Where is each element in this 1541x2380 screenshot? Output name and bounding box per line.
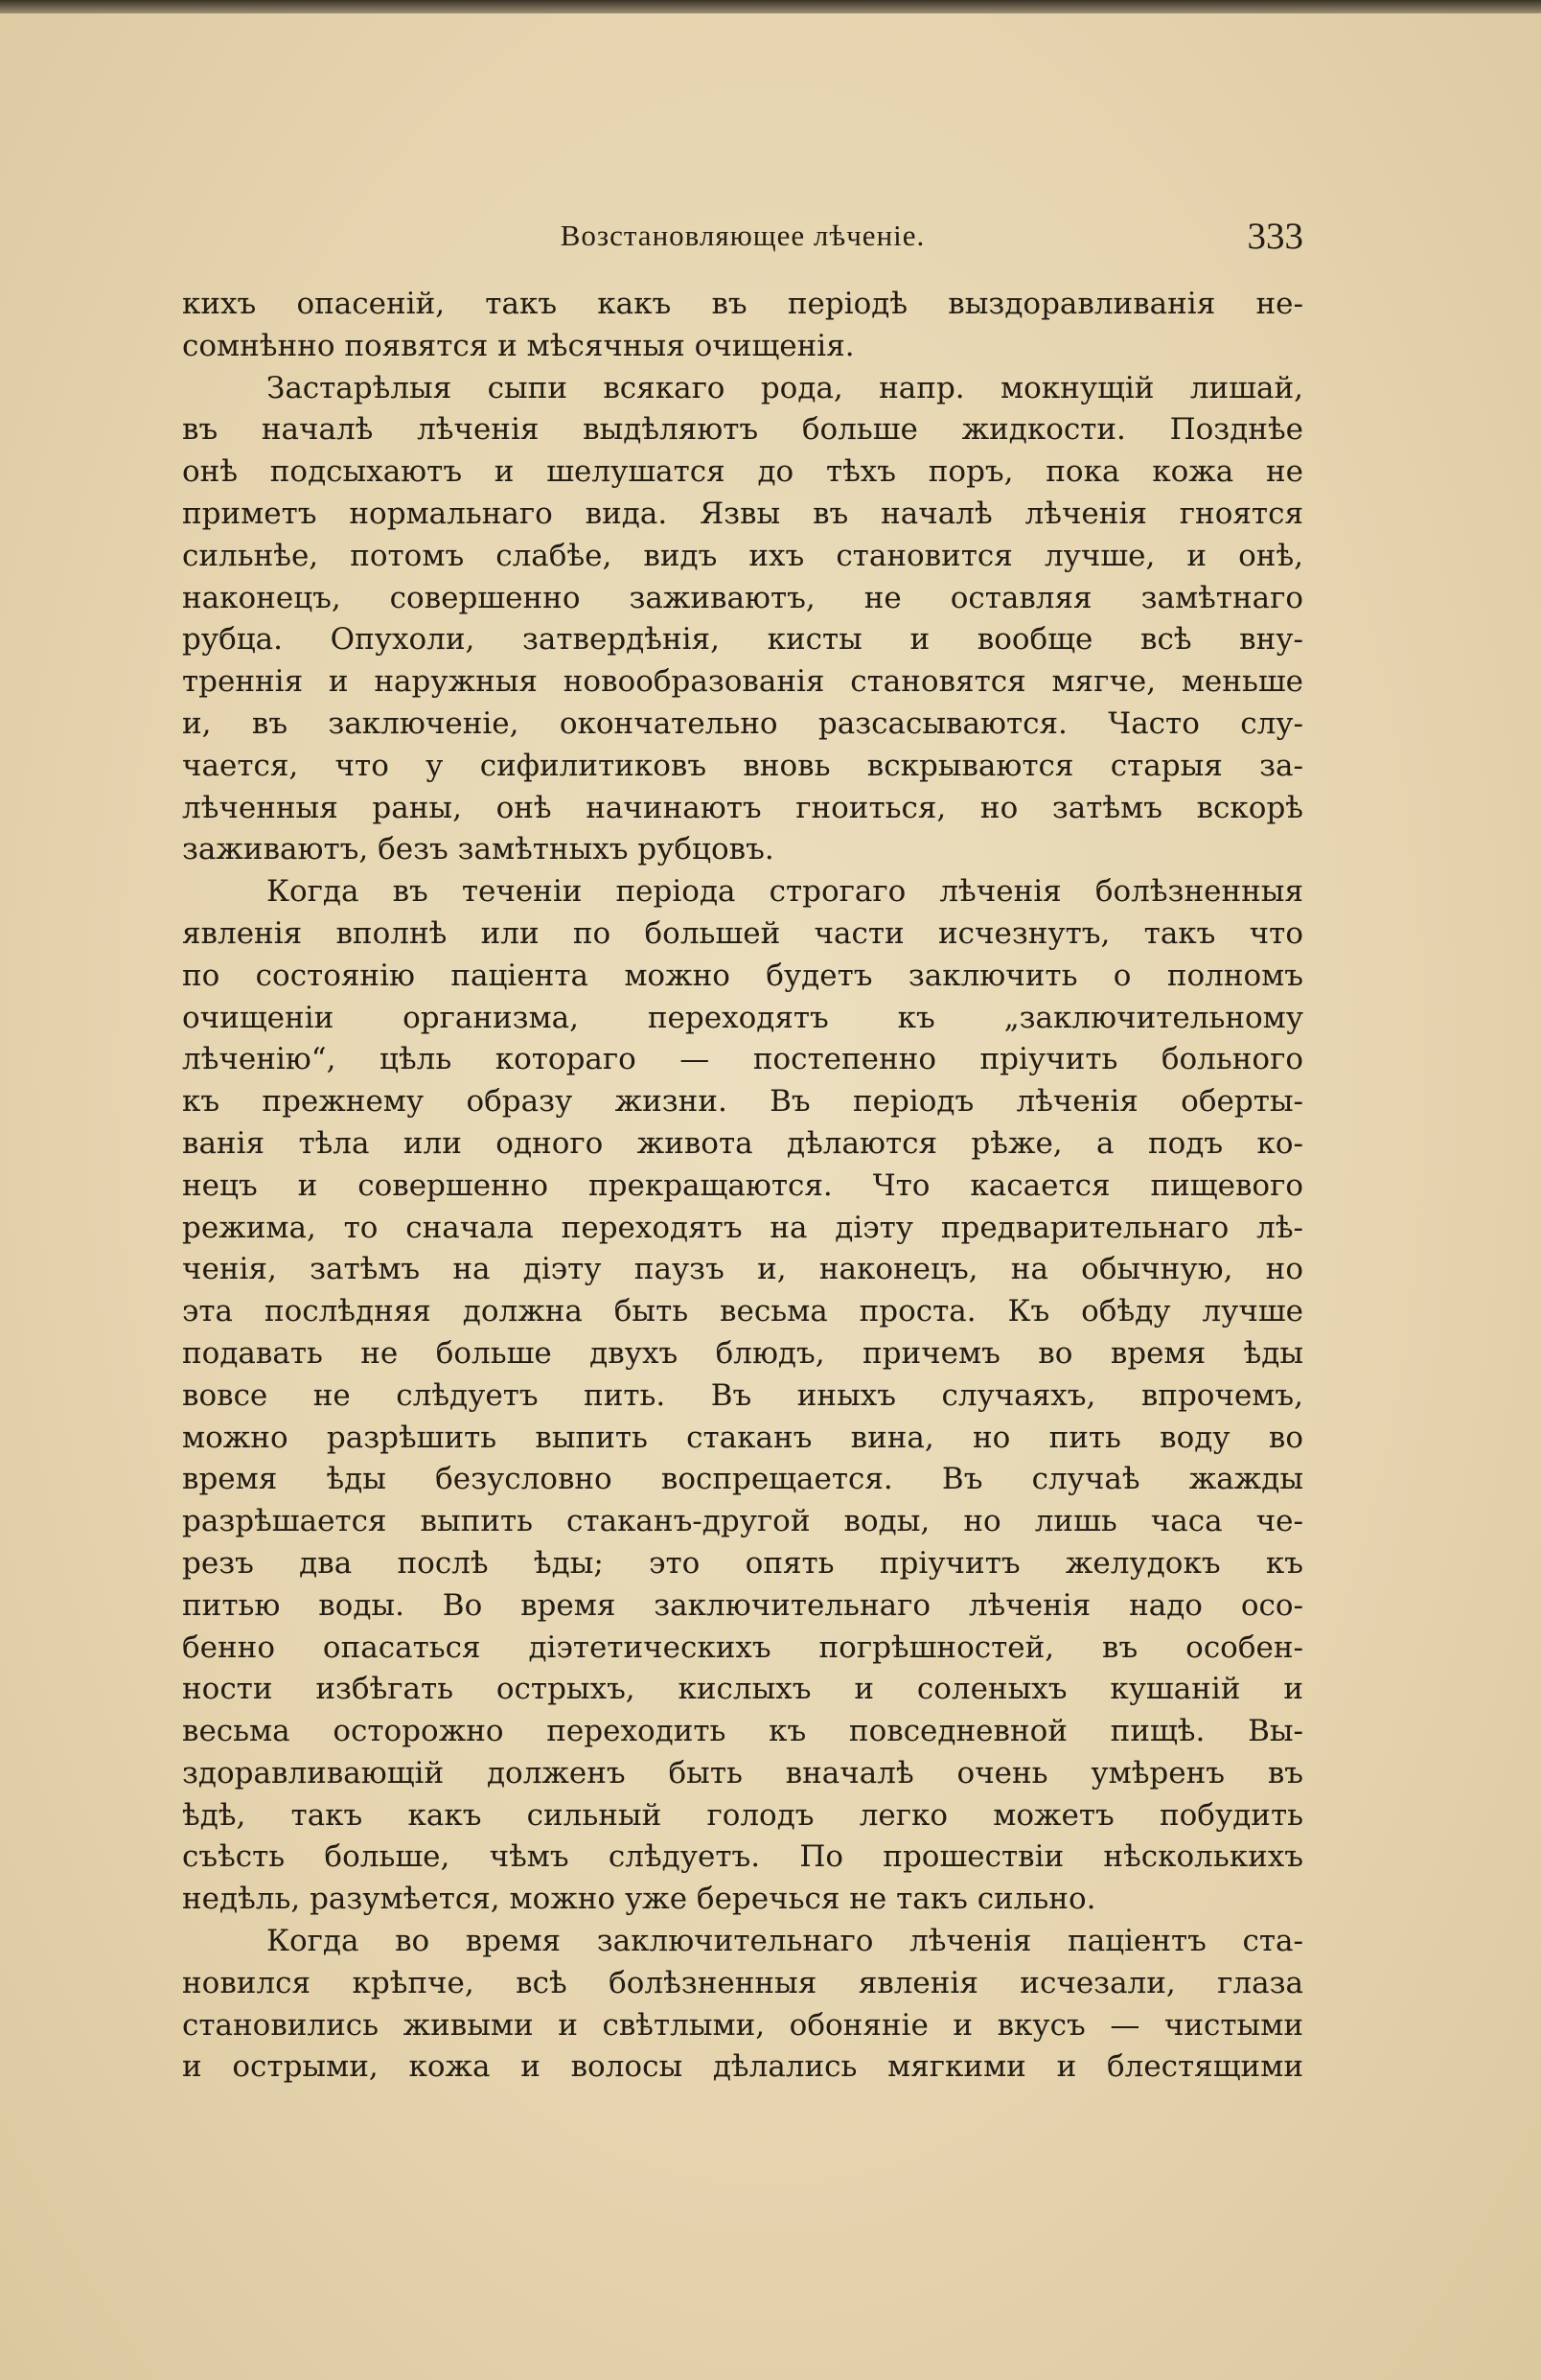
text-line: режима, то сначала переходятъ на діэту предварительнаго лѣ- <box>182 1210 1303 1245</box>
scan-edge <box>0 0 1541 13</box>
text-line: резъ два послѣ ѣды; это опять пріучитъ желудокъ къ <box>182 1545 1303 1581</box>
text-line: рубца. Опухоли, затвердѣнія, кисты и вообще всѣ вну- <box>182 622 1303 658</box>
text-line: чается, что у сифилитиковъ вновь вскрываются старыя за- <box>182 748 1303 783</box>
text-line: и острыми, кожа и волосы дѣлались мягкими и блестящими <box>182 2049 1303 2085</box>
text-line: сильнѣе, потомъ слабѣе, видъ ихъ становится лучше, и онѣ, <box>182 538 1303 573</box>
text-line: ности избѣгать острыхъ, кислыхъ и соленыхъ кушаній и <box>182 1672 1303 1707</box>
text-line: эта послѣдняя должна быть весьма проста. Къ обѣду лучше <box>182 1294 1303 1329</box>
text-line: треннія и наружныя новообразованія становятся мягче, меньше <box>182 664 1303 700</box>
text-line: заживаютъ, безъ замѣтныхъ рубцовъ. <box>182 832 774 867</box>
text-line: очищеніи организма, переходятъ къ „заключительному <box>182 1000 1303 1035</box>
text-line: нецъ и совершенно прекращаются. Что касается пищевого <box>182 1167 1303 1203</box>
body-text <box>182 284 1303 2089</box>
page-header <box>182 209 1303 266</box>
text-line: недѣль, разумѣется, можно уже беречься не такъ сильно. <box>182 1882 1096 1917</box>
text-line: приметъ нормальнаго вида. Язвы въ началѣ лѣченія гноятся <box>182 496 1303 531</box>
text-line: Застарѣлыя сыпи всякаго рода, напр. мокнущій лишай, <box>266 370 1303 405</box>
text-line: питью воды. Во время заключительнаго лѣченія надо осо- <box>182 1587 1303 1623</box>
text-line: и, въ заключеніе, окончательно разсасываются. Часто слу- <box>182 705 1303 741</box>
text-line: здоравливающій долженъ быть вначалѣ очень умѣренъ въ <box>182 1755 1303 1791</box>
text-line: Когда во время заключительнаго лѣченія паціентъ ста- <box>266 1924 1303 1959</box>
text-line: вовсе не слѣдуетъ пить. Въ иныхъ случаяхъ, впрочемъ, <box>182 1377 1303 1413</box>
text-line: онѣ подсыхаютъ и шелушатся до тѣхъ поръ, пока кожа не <box>182 454 1303 490</box>
text-line: сомнѣнно появятся и мѣсячныя очищенія. <box>182 328 855 363</box>
text-line: въ началѣ лѣченія выдѣляютъ больше жидкости. Позднѣе <box>182 412 1303 448</box>
text-line: лѣченныя раны, онѣ начинаютъ гноиться, но затѣмъ вскорѣ <box>182 790 1303 825</box>
text-line: весьма осторожно переходить къ повседневной пищѣ. Вы- <box>182 1714 1303 1749</box>
text-line: явленія вполнѣ или по большей части исчезнутъ, такъ что <box>182 915 1303 951</box>
text-line: ѣдѣ, такъ какъ сильный голодъ легко можетъ побудить <box>182 1797 1303 1833</box>
text-line: время ѣды безусловно воспрещается. Въ случаѣ жажды <box>182 1462 1303 1497</box>
text-line: по состоянію паціента можно будетъ заключить о полномъ <box>182 958 1303 993</box>
text-line: лѣченію“, цѣль котораго — постепенно пріучить больного <box>182 1042 1303 1077</box>
text-line: ванія тѣла или одного живота дѣлаются рѣже, а подъ ко- <box>182 1125 1303 1161</box>
text-line: Когда въ теченіи періода строгаго лѣченія болѣзненныя <box>266 874 1303 910</box>
text-line: можно разрѣшить выпить стаканъ вина, но пить воду во <box>182 1420 1303 1455</box>
text-line: къ прежнему образу жизни. Въ періодъ лѣченія оберты- <box>182 1084 1303 1120</box>
text-line: ченія, затѣмъ на діэту паузъ и, наконецъ, на обычную, но <box>182 1252 1303 1287</box>
text-line: новился крѣпче, всѣ болѣзненныя явленія исчезали, глаза <box>182 1965 1303 2000</box>
running-head: Возстановляющее лѣченіе. <box>560 219 926 252</box>
text-line: бенно опасаться діэтетическихъ погрѣшностей, въ особен- <box>182 1629 1303 1665</box>
text-line: наконецъ, совершенно заживаютъ, не оставляя замѣтнаго <box>182 580 1303 615</box>
page-number: 333 <box>1247 216 1303 257</box>
text-line: становились живыми и свѣтлыми, обоняніе и вкусъ — чистыми <box>182 2007 1303 2043</box>
text-line: разрѣшается выпить стаканъ-другой воды, но лишь часа че- <box>182 1504 1303 1539</box>
text-line: подавать не больше двухъ блюдъ, причемъ во время ѣды <box>182 1335 1303 1371</box>
text-line: кихъ опасеній, такъ какъ въ періодѣ выздоравливанія не- <box>182 287 1303 321</box>
text-line: съѣсть больше, чѣмъ слѣдуетъ. По прошествіи нѣсколькихъ <box>182 1839 1303 1875</box>
